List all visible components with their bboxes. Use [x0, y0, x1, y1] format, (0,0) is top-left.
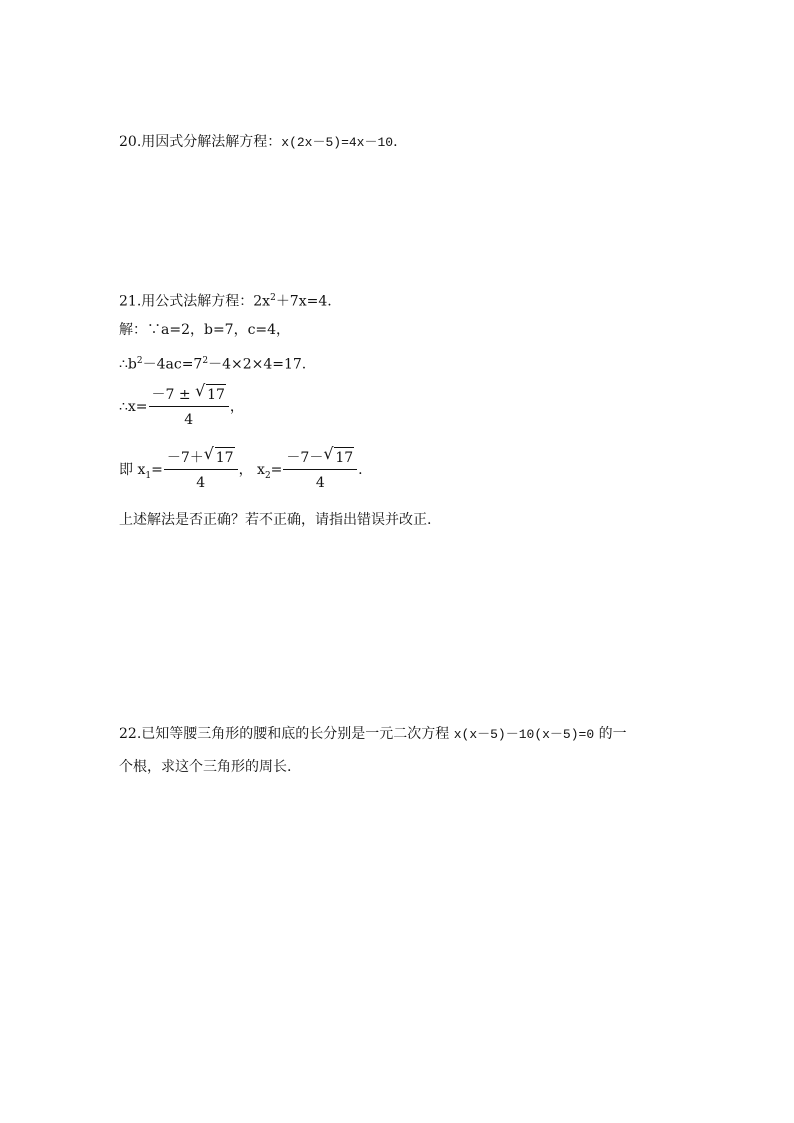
q20-equation: x(2x－5)=4x－10 [281, 135, 394, 150]
x-num-pre: －7 ± [151, 387, 196, 403]
disc-sup1: 2 [136, 356, 143, 366]
radicand: 17 [206, 384, 226, 405]
root1-denominator: 4 [196, 475, 206, 491]
q21-eq-post: ＋7x=4. [275, 293, 332, 310]
x-end: ， [229, 399, 244, 415]
q21-eq-sup: 2 [270, 293, 276, 303]
q21-x-formula-line [119, 381, 244, 430]
x-fraction [149, 381, 229, 430]
root2-fraction [283, 444, 357, 493]
q22-text2: 的一 [594, 726, 627, 742]
q22-equation: x(x－5)－10(x－5)=0 [453, 727, 595, 742]
q21-eq-pre: 2x [253, 293, 271, 310]
root2-eq: = [270, 462, 283, 478]
root2-sqrt [323, 444, 354, 468]
root2-sub: 2 [264, 470, 271, 481]
q22-number: 22. [119, 726, 142, 742]
disc-mid: －4ac=7 [142, 356, 203, 373]
q20-end: . [393, 134, 398, 150]
q21-given-line: 解：∵a=2，b=7，c=4， [119, 322, 291, 338]
root2-denominator: 4 [315, 475, 325, 491]
x-label: ∴x= [119, 399, 148, 415]
disc-sup2: 2 [202, 356, 209, 366]
q20-number: 20. [119, 134, 142, 150]
disc-pre: ∴b [119, 356, 137, 373]
q21-text: 用公式法解方程： [141, 293, 254, 310]
radical-sign: √ [195, 381, 206, 400]
q22-continuation: 个根，求这个三角形的周长. [119, 759, 292, 775]
root-sep: ， x [238, 462, 265, 478]
radicand: 17 [334, 447, 354, 468]
x-denominator: 4 [184, 412, 194, 428]
radical-sign: √ [323, 444, 334, 463]
radical-sign: √ [203, 444, 214, 463]
q21-discriminant-line [119, 351, 306, 375]
q22-text1: 已知等腰三角形的腰和底的长分别是一元二次方程 [141, 726, 454, 742]
q21-roots-line [119, 444, 363, 493]
root1-sub: 1 [145, 470, 152, 481]
root2-num-pre: －7－ [286, 450, 324, 466]
disc-post: －4×2×4=17. [208, 356, 307, 373]
q21-number: 21. [119, 293, 142, 310]
question-20 [119, 132, 398, 153]
root2-numerator [283, 444, 357, 470]
radicand: 17 [215, 447, 235, 468]
root1-fraction [164, 444, 238, 493]
root1-numerator [164, 444, 238, 470]
roots-pre: 即 x [119, 462, 146, 478]
sqrt-17 [195, 381, 226, 405]
q21-question: 上述解法是否正确？若不正确，请指出错误并改正. [119, 512, 432, 528]
root1-num-pre: －7＋ [166, 450, 204, 466]
root1-sqrt [203, 444, 235, 468]
question-21 [119, 288, 332, 312]
root1-eq: = [151, 462, 163, 478]
question-22 [119, 724, 627, 745]
roots-end: . [358, 462, 363, 478]
q20-text: 用因式分解法解方程： [141, 134, 282, 150]
x-numerator [149, 381, 229, 407]
